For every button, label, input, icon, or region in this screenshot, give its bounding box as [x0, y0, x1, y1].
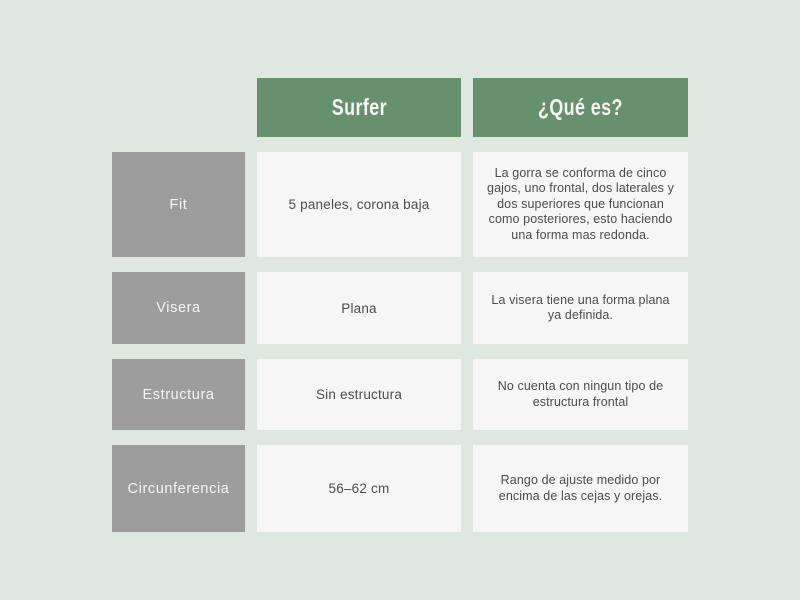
- label-cell-estructura: [112, 359, 245, 430]
- value-cell-visera: [257, 272, 461, 344]
- row-label: Circunferencia: [127, 480, 230, 497]
- label-cell-fit: [112, 152, 245, 257]
- description-cell-estructura: [473, 359, 688, 430]
- header-cell-que-es: [473, 78, 688, 137]
- label-cell-visera: [112, 272, 245, 344]
- row-description: La gorra se conforma de cinco gajos, uno frontal, dos laterales y dos superiores que funcionan como posteriores, esto haciendo una forma mas redonda.: [487, 165, 674, 242]
- row-value: 56–62 cm: [328, 481, 390, 496]
- description-cell-visera: [473, 272, 688, 344]
- row-label: Fit: [169, 196, 188, 213]
- header-que-es-label: ¿Qué es?: [538, 94, 623, 120]
- row-description: La visera tiene una forma plana ya definida.: [491, 292, 670, 322]
- description-cell-circunferencia: [473, 445, 688, 532]
- header-surfer-label: Surfer: [331, 94, 387, 120]
- label-cell-circunferencia: [112, 445, 245, 532]
- description-cell-fit: [473, 152, 688, 257]
- row-description: Rango de ajuste medido por encima de las cejas y orejas.: [498, 473, 663, 503]
- row-value: Sin estructura: [315, 387, 403, 402]
- row-label: Visera: [156, 300, 201, 316]
- header-spacer: [112, 78, 245, 137]
- value-cell-fit: [257, 152, 461, 257]
- header-cell-surfer: [257, 78, 461, 137]
- row-label: Estructura: [142, 386, 215, 403]
- row-value: 5 paneles, corona baja: [288, 197, 430, 212]
- row-value: Plana: [341, 300, 377, 316]
- comparison-table: [112, 78, 688, 532]
- value-cell-estructura: [257, 359, 461, 430]
- value-cell-circunferencia: [257, 445, 461, 532]
- row-description: No cuenta con ningun tipo de estructura frontal: [497, 379, 664, 409]
